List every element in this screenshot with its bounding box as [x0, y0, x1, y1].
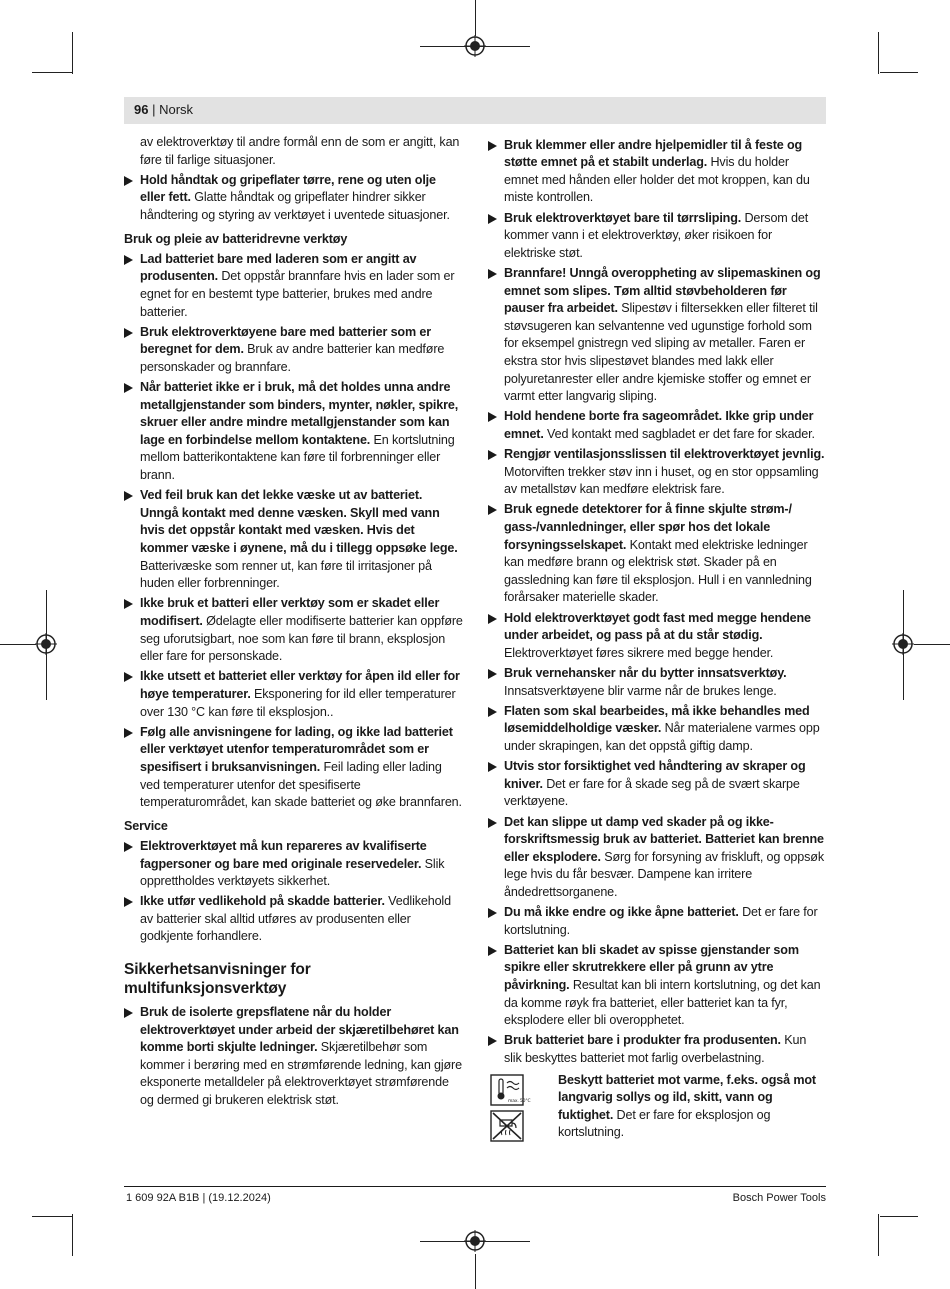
- bullet-triangle-icon: [124, 255, 133, 265]
- registration-mark-icon: [892, 633, 914, 655]
- item-bold: Ikke utfør vedlikehold på skadde batterier.: [140, 894, 385, 909]
- header-separator: |: [152, 102, 156, 117]
- bullet-triangle-icon: [124, 599, 133, 609]
- page-header: [134, 102, 193, 118]
- bullet-triangle-icon: [488, 412, 497, 422]
- bullet-triangle-icon: [488, 214, 497, 224]
- list-item: [488, 814, 826, 902]
- list-item: [488, 703, 826, 756]
- item-text: Innsatsverktøyene blir varme når de brukes lenge.: [504, 683, 777, 698]
- list-item: [124, 893, 464, 946]
- bullet-triangle-icon: [124, 897, 133, 907]
- bullet-triangle-icon: [488, 908, 497, 918]
- item-bold: Bruk klemmer eller andre hjelpemidler til å feste og støtte emnet på et stabilt underlag.: [504, 137, 803, 170]
- item-text: Når materialene varmes opp under skrapingen, kan det oppstå giftig damp.: [504, 721, 820, 753]
- list-item: [488, 210, 826, 263]
- list-item: [124, 251, 464, 321]
- bullet-triangle-icon: [488, 707, 497, 717]
- list-item: [124, 668, 464, 721]
- list-item: [488, 610, 826, 663]
- section-list: [124, 1004, 464, 1110]
- right-list: [488, 137, 826, 1068]
- list-item: [488, 665, 826, 700]
- page-number: 96: [134, 102, 149, 117]
- list-item: [124, 1004, 464, 1110]
- item-text: Eksponering for ild eller temperaturer over 130 °C kan føre til eksplosjon..: [140, 686, 456, 719]
- footer-doc-id: 1 609 92A B1B | (19.12.2024): [126, 1192, 271, 1204]
- bullet-triangle-icon: [488, 1036, 497, 1046]
- item-text: Det er fare for kortslutning.: [504, 905, 818, 937]
- item-bold: Bruk egnede detektorer for å finne skjulte strøm-/ gass-/vannledninger, eller spør hos det lokale forsyningsselskapet.: [504, 502, 792, 552]
- list-item: [488, 265, 826, 406]
- thermometer-icon: [490, 1074, 531, 1106]
- item-text: Dersom det kommer vann i et elektroverktøy, øker risikoen for elektriske støt.: [504, 210, 809, 260]
- left-column: [124, 134, 464, 1110]
- item-text: Slik opprettholdes verktøyets sikkerhet.: [140, 856, 445, 889]
- item-bold: Beskytt batteriet mot varme, f.eks. også mot langvarig sollys og ild, skitt, vann og fuktighet.: [558, 1072, 816, 1122]
- header-bar: [124, 97, 826, 124]
- list-item: [488, 446, 826, 499]
- item-text: Det oppstår brannfare hvis en lader som er egnet for en bestemt type batterier, brukes med andre batterier.: [140, 269, 455, 319]
- list-item: [124, 324, 464, 377]
- list-item: [124, 172, 464, 225]
- registration-mark-icon: [464, 1230, 486, 1252]
- item-bold: Bruk de isolerte grepsflatene når du holder elektroverktøyet under arbeid der skjæretilbehøret kan komme borti skjulte ledninger.: [140, 1005, 459, 1055]
- item-bold: Elektroverktøyet må kun repareres av kvalifiserte fagpersoner og bare med originale reservedeler.: [140, 838, 427, 871]
- registration-mark-icon: [464, 35, 486, 57]
- bullet-triangle-icon: [124, 383, 133, 393]
- crop-mark: [880, 1216, 918, 1217]
- list-item: [488, 408, 826, 443]
- item-text: Skjæretilbehør som kommer i berøring med en strømførende ledning, kan gjøre eksponerte metalldeler på elektroverktøyet strømførende og dermed gi brukeren elektrisk støt.: [140, 1040, 462, 1108]
- bullet-triangle-icon: [124, 1008, 133, 1018]
- item-text: Elektroverktøyet føres sikrere med begge hender.: [504, 645, 774, 660]
- bullet-triangle-icon: [124, 176, 133, 186]
- list-item: [124, 595, 464, 665]
- item-text: Slipestøv i filtersekken eller filteret til støvsugeren kan selvantenne ved ugunstige forhold som for eksempel gnistregn ved sliping av metaller. Faren er ekstra stor hvis slipestøvet blandes med lakk eller polyuretanrester eller andre kjemiske stoffer og emnet er varmt etter langvarig sliping.: [504, 301, 818, 404]
- bullet-triangle-icon: [488, 450, 497, 460]
- crop-mark: [72, 1214, 73, 1256]
- service-heading: Service: [124, 818, 168, 833]
- item-bold: Utvis stor forsiktighet ved håndtering av skraper og kniver.: [504, 759, 806, 791]
- bullet-triangle-icon: [124, 672, 133, 682]
- section-heading: Sikkerhetsanvisninger for multifunksjonsverktøy: [124, 961, 311, 998]
- bullet-triangle-icon: [488, 141, 497, 151]
- bullet-triangle-icon: [124, 728, 133, 738]
- item-text: Batterivæske som renner ut, kan føre til irritasjoner på huden eller forbrenninger.: [140, 558, 432, 591]
- no-water-icon: [490, 1110, 524, 1142]
- icon-note: [488, 1072, 826, 1148]
- list-item: [124, 487, 464, 593]
- crop-mark: [914, 644, 950, 645]
- battery-list: [124, 251, 464, 812]
- crop-mark: [878, 32, 879, 74]
- item-text: Vedlikehold av batterier skal alltid utføres av produsenten eller godkjente forhandlere.: [140, 894, 451, 944]
- crop-mark: [0, 644, 36, 645]
- bullet-triangle-icon: [488, 669, 497, 679]
- crop-mark: [32, 72, 72, 73]
- crop-mark: [878, 1214, 879, 1256]
- bullet-triangle-icon: [488, 269, 497, 279]
- list-item: [488, 758, 826, 811]
- item-bold: Hold elektroverktøyet godt fast med megge hendene under arbeidet, og pass på at du står stødig.: [504, 610, 811, 643]
- item-bold: Brannfare! Unngå overoppheting av slipemaskinen og emnet som slipes. Tøm alltid støvbeholderen før pauser fra arbeidet.: [504, 265, 821, 316]
- item-text: Bruk av andre batterier kan medføre personskader og brannfare.: [140, 342, 445, 374]
- list-item: [488, 501, 826, 607]
- item-bold: Lad batteriet bare med laderen som er angitt av produsenten.: [140, 251, 417, 284]
- item-bold: Ikke bruk et batteri eller verktøy som er skadet eller modifisert.: [140, 596, 440, 628]
- bullet-triangle-icon: [124, 491, 133, 501]
- list-item: [124, 379, 464, 485]
- footer-brand: Bosch Power Tools: [732, 1192, 826, 1204]
- bullet-triangle-icon: [488, 762, 497, 772]
- list-item: [124, 724, 464, 812]
- crop-mark: [880, 72, 918, 73]
- bullet-triangle-icon: [488, 614, 497, 624]
- footer-divider: [124, 1186, 826, 1187]
- list-item: [488, 904, 826, 939]
- crop-mark: [72, 32, 73, 74]
- temp-icon-label: max. 50°C: [508, 1098, 531, 1104]
- item-bold: Følg alle anvisningene for lading, og ikke lad batteriet eller verktøyet utenfor temperaturområdet som er spesifisert i bruksanvisningen.: [140, 724, 453, 774]
- item-text: Hvis du holder emnet med hånden eller holder det mot kroppen, kan du miste kontrollen.: [504, 155, 810, 205]
- item-bold: Flaten som skal bearbeides, må ikke behandles med løsemiddelholdige væsker.: [504, 703, 810, 736]
- service-list: [124, 838, 464, 946]
- item-text: En kortslutning mellom batterikontaktene kan føre til forbrenninger eller brann.: [140, 432, 455, 483]
- item-text: Motorviften trekker støv inn i huset, og en stor oppsamling av metallstøv kan medføre elektrisk fare.: [504, 464, 819, 497]
- item-bold: Hold håndtak og gripeflater tørre, rene og uten olje eller fett.: [140, 172, 436, 205]
- crop-mark: [475, 1254, 476, 1289]
- header-language: Norsk: [159, 102, 194, 117]
- item-bold: Bruk elektroverktøyet bare til tørrsliping.: [504, 210, 742, 225]
- item-bold: Hold hendene borte fra sageområdet. Ikke grip under emnet.: [504, 409, 814, 441]
- list-item: [488, 137, 826, 207]
- battery-heading: Bruk og pleie av batteridrevne verktøy: [124, 231, 348, 246]
- item-bold: Det kan slippe ut damp ved skader på og ikke-forskriftsmessig bruk av batteriet. Batteriet kan brenne eller eksplodere.: [504, 814, 824, 864]
- list-item: [488, 1032, 826, 1067]
- item-text: Resultat kan bli intern kortslutning, og det kan da komme røyk fra batteriet, eller batteriet kan ta fyr, eksplodere eller bli overopphetet.: [504, 978, 821, 1028]
- item-bold: Du må ikke endre og ikke åpne batteriet.: [504, 905, 739, 920]
- item-bold: Bruk vernehansker når du bytter innsatsverktøy.: [504, 665, 787, 680]
- item-text: Feil lading eller lading ved temperaturer utenfor det spesifiserte temperaturområdet, kan skade batteriet og øke brannfaren.: [140, 759, 462, 810]
- item-text: Det er fare for eksplosjon og kortslutning.: [558, 1107, 771, 1140]
- item-text: Kun slik beskyttes batteriet mot farlig overbelastning.: [504, 1033, 807, 1065]
- bullet-triangle-icon: [124, 842, 133, 852]
- item-bold: Bruk elektroverktøyene bare med batterier som er beregnet for dem.: [140, 324, 431, 357]
- bullet-triangle-icon: [124, 328, 133, 338]
- bullet-triangle-icon: [488, 505, 497, 515]
- registration-mark-icon: [35, 633, 57, 655]
- list-item: [488, 942, 826, 1030]
- bullet-triangle-icon: [488, 946, 497, 956]
- item-bold: Ved feil bruk kan det lekke væske ut av batteriet. Unngå kontakt med denne væsken. Skyll med vann hvis det oppstår kontakt med væsken. Hvis det kommer væske i øynene, må du i tillegg oppsøke lege.: [140, 488, 458, 556]
- crop-mark: [475, 0, 476, 36]
- item-text: Ødelagte eller modifiserte batterier kan oppføre seg uforutsigbart, noe som kan føre til brann, eksplosjon eller fare for personskade.: [140, 614, 463, 664]
- crop-mark: [32, 1216, 72, 1217]
- bullet-triangle-icon: [488, 818, 497, 828]
- icon-note-text: [558, 1072, 826, 1142]
- item-bold: Batteriet kan bli skadet av spisse gjenstander som spikre eller skrutrekkere eller på grunn av ytre påvirkning.: [504, 942, 799, 993]
- list-item: [124, 838, 464, 891]
- item-bold: Når batteriet ikke er i bruk, må det holdes unna andre metallgjenstander som binders, mynter, nøkler, spikre, skruer eller andre mindre metallgjenstander som kan lage en forbindelse mellom kontaktene.: [140, 380, 459, 447]
- item-text: Ved kontakt med sagbladet er det fare for skader.: [543, 426, 815, 441]
- intro-text: av elektroverktøy til andre formål enn de som er angitt, kan føre til farlige situasjoner.: [140, 135, 460, 167]
- item-bold: Bruk batteriet bare i produkter fra produsenten.: [504, 1033, 781, 1048]
- item-text: Kontakt med elektriske ledninger kan medføre brann og elektrisk støt. Skader på en gassledning kan føre til eksplosjon. Hull i en vannledning forårsaker materielle skader.: [504, 537, 812, 605]
- item-text: Det er fare for å skade seg på de svært skarpe verktøyene.: [504, 776, 800, 809]
- item-bold: Rengjør ventilasjonsslissen til elektroverktøyet jevnlig.: [504, 447, 825, 462]
- right-column: [488, 134, 826, 1148]
- item-text: Sørg for forsyning av friskluft, og oppsøk lege hvis du får besvær. Dampene kan irritere åndedrettsorganene.: [504, 849, 824, 899]
- item-bold: Ikke utsett et batteriet eller verktøy for åpen ild eller for høye temperaturer.: [140, 669, 460, 701]
- item-text: Glatte håndtak og gripeflater hindrer sikker håndtering og styring av verktøyet i uventede situasjoner.: [140, 190, 450, 222]
